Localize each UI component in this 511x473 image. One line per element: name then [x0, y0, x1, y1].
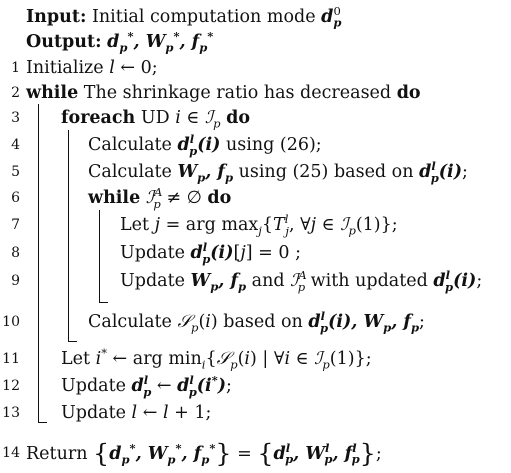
line-2	[26, 82, 421, 104]
line-5: Calculate $W_p$, $f_p$ using (25) based on $d^l_p(i)$;	[88, 159, 468, 185]
line-14: Return {$d_p^*$, $W_p^*$, $f_p^*\} = \{d^l_p$, $W^l_p$, $f^l_p$};	[26, 438, 382, 468]
line-number: 7	[11, 217, 20, 233]
while-block-end	[38, 422, 47, 423]
do-keyword: do	[207, 188, 232, 208]
line-number: 1	[11, 60, 20, 76]
line-4: Calculate $d^l_p(i)$ using (26);	[88, 132, 322, 158]
line-1: Initialize l ← 0;	[26, 58, 158, 78]
line-10: Calculate 𝒮$_p$(i) based on $d^l_p(i)$, $W_p$, $f_p$;	[88, 309, 425, 335]
output-label: Output:	[26, 32, 102, 52]
inner-while-block-end	[99, 302, 108, 303]
line-7: Let j = arg $\max_j\{T^l_j$, ∀j ∈ ℐ$_p$(1)};	[120, 212, 398, 238]
input-math: $d_p$	[321, 7, 342, 30]
input-label: Input:	[26, 7, 87, 27]
line-number: 11	[2, 351, 20, 367]
line-6: while ℐ$^A_p$ ≠ ∅ do	[88, 185, 232, 211]
line-12: Update $d^l_p$ ← $d^l_p(i^*)$;	[61, 373, 232, 399]
while-keyword: while	[26, 83, 79, 103]
line-11: Let i* ← arg $\min_i\{𝒮_p(i)$ | ∀i ∈ ℐ$_p$(1)};	[61, 346, 372, 372]
line-number: 2	[11, 85, 20, 101]
foreach-block-end	[68, 341, 77, 342]
do-keyword: do	[226, 108, 251, 128]
line-number: 13	[2, 405, 20, 421]
line-3: foreach UD i ∈ ℐ$_p$ do	[61, 108, 251, 131]
output-math: $d_p^*$, $W_p^*$, $f_p^*$	[107, 29, 214, 55]
line-number: 4	[11, 137, 20, 153]
foreach-keyword: foreach	[61, 108, 136, 128]
line-number: 9	[11, 273, 20, 289]
line-number: 8	[11, 245, 20, 261]
inner-while-block-rule	[99, 210, 100, 302]
line-2-text: The shrinkage ratio has decreased	[78, 83, 397, 103]
line-number: 10	[2, 314, 20, 330]
do-keyword: do	[396, 83, 421, 103]
while-keyword: while	[88, 188, 141, 208]
line-number: 3	[11, 110, 20, 126]
line-8: Update $d^l_p(i)[j] = 0$ ;	[120, 240, 301, 266]
foreach-block-rule	[68, 130, 69, 341]
line-13: Update l ← l + 1;	[61, 403, 212, 423]
line-number: 6	[11, 190, 20, 206]
line-9: Update $W_p$, $f_p$ and ℐ$^A_p$ with updated $d^l_p(i)$;	[120, 268, 483, 294]
output-line	[26, 31, 213, 53]
line-number: 12	[2, 378, 20, 394]
line-number: 14	[2, 445, 20, 461]
input-line: Input: Initial computation mode $d_p^0$	[26, 4, 342, 30]
line-number: 5	[11, 164, 20, 180]
input-text: Initial computation mode	[92, 7, 322, 27]
while-block-rule	[38, 104, 39, 422]
